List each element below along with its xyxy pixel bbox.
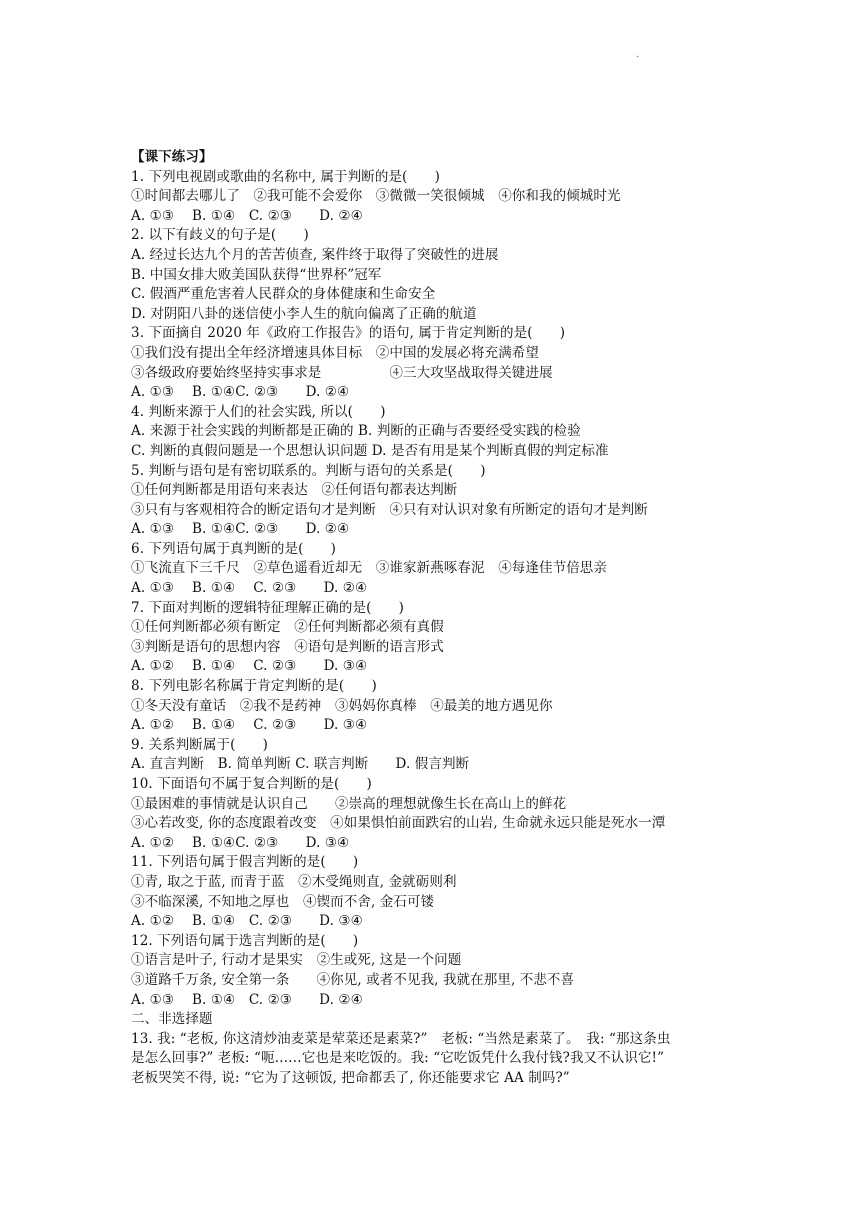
question-option-line: ①时间都去哪儿了 ②我可能不会爱你 ③微微一笑很倾城 ④你和我的倾城时光 [131, 188, 621, 205]
question-item [131, 853, 831, 931]
question-stem: 6. 下列语句属于真判断的是( ) [131, 540, 337, 557]
answer-choices: A. ①③ B. ①④ C. ②③ D. ②④ [131, 207, 363, 224]
question-option-line: A. 经过长达九个月的苦苦侦查, 案件终于取得了突破性的进展 [131, 246, 499, 263]
question-13-line: 老板哭笑不得, 说: “它为了这顿饭, 把命都丢了, 你还能要求它 AA 制吗?” [131, 1069, 570, 1086]
question-option-line: ①青, 取之于蓝, 而青于蓝 ②木受绳则直, 金就砺则利 [131, 873, 457, 890]
question-option-line: ③判断是语句的思想内容 ④语句是判断的语言形式 [131, 638, 444, 655]
answer-choices: A. ①③ B. ①④ C. ②③ D. ②④ [131, 580, 368, 597]
question-stem: 2. 以下有歧义的句子是( ) [131, 227, 309, 244]
question-list [131, 168, 831, 1011]
question-option-line: ③各级政府要始终坚持实事求是 ④三大攻坚战取得关键进展 [131, 364, 553, 381]
question-option-line: ①语言是叶子, 行动才是果实 ②生或死, 这是一个问题 [131, 952, 462, 969]
question-option-line: C. 判断的真假问题是一个思想认识问题 D. 是否有用是某个判断真假的判定标准 [131, 442, 609, 459]
question-option-line: ①任何判断都是用语句来表达 ②任何语句都表达判断 [131, 482, 458, 499]
question-stem: 3. 下面摘自 2020 年《政府工作报告》的语句, 属于肯定判断的是( ) [131, 325, 566, 342]
answer-choices: A. ①② B. ①④ C. ②③ D. ③④ [131, 658, 368, 675]
question-option-line: ③不临深溪, 不知地之厚也 ④锲而不舍, 金石可镂 [131, 893, 435, 910]
question-item [131, 677, 831, 736]
question-option-line: ①我们没有提出全年经济增速具体目标 ②中国的发展必将充满希望 [131, 344, 539, 361]
question-stem: 12. 下列语句属于选言判断的是( ) [131, 932, 359, 949]
answer-choices: A. ①③ B. ①④C. ②③ D. ②④ [131, 384, 350, 401]
question-item [131, 226, 831, 324]
answer-choices: A. ①③ B. ①④ C. ②③ D. ②④ [131, 991, 363, 1008]
question-option-line: ①最困难的事情就是认识自己 ②崇高的理想就像生长在高山上的鲜花 [131, 795, 567, 812]
question-option-line: ①飞流直下三千尺 ②草色遥看近却无 ③谁家新燕啄春泥 ④每逢佳节倍思亲 [131, 560, 607, 577]
question-item [131, 324, 831, 402]
section-title: 【课下练习】 [131, 149, 213, 165]
question-stem: 4. 判断来源于人们的社会实践, 所以( ) [131, 403, 386, 420]
question-option-line: D. 对阴阳八卦的迷信使小李人生的航向偏离了正确的航道 [131, 305, 477, 322]
question-stem: 9. 关系判断属于( ) [131, 736, 269, 753]
question-option-line: ①冬天没有童话 ②我不是药神 ③妈妈你真棒 ④最美的地方遇见你 [131, 697, 553, 714]
answer-choices: A. ①② B. ①④ C. ②③ D. ③④ [131, 717, 368, 734]
answer-choices: A. ①② B. ①④C. ②③ D. ③④ [131, 834, 350, 851]
question-option-line: C. 假酒严重危害着人民群众的身体健康和生命安全 [131, 286, 436, 303]
question-option-line: ③道路千万条, 安全第一条 ④你见, 或者不见我, 我就在那里, 不悲不喜 [131, 971, 575, 988]
question-option-line: A. 直言判断 B. 简单判断 C. 联言判断 D. 假言判断 [131, 756, 470, 773]
question-stem: 1. 下列电视剧或歌曲的名称中, 属于判断的是( ) [131, 168, 440, 185]
question-item [131, 775, 831, 853]
answer-choices: A. ①③ B. ①④C. ②③ D. ②④ [131, 521, 350, 538]
question-stem: 7. 下面对判断的逻辑特征理解正确的是( ) [131, 599, 405, 616]
question-13-line: 是怎么回事?” 老板: “呃……它也是来吃饭的。我: “它吃饭凭什么我付钱?我又不认识它!” [131, 1050, 665, 1067]
question-stem: 8. 下列电影名称属于肯定判断的是( ) [131, 678, 377, 695]
question-option-line: ③只有与客观相符合的断定语句才是判断 ④只有对认识对象有所断定的语句才是判断 [131, 501, 648, 518]
question-item [131, 462, 831, 540]
question-stem: 11. 下列语句属于假言判断的是( ) [131, 854, 359, 871]
part-two-title: 二、非选择题 [131, 1011, 213, 1028]
question-item [131, 736, 831, 775]
question-item [131, 540, 831, 599]
question-option-line: ③心若改变, 你的态度跟着改变 ④如果惧怕前面跌宕的山岩, 生命就永远只能是死水一潭 [131, 815, 666, 832]
question-stem: 5. 判断与语句是有密切联系的。判断与语句的关系是( ) [131, 462, 486, 479]
question-stem: 10. 下面语句不属于复合判断的是( ) [131, 776, 372, 792]
question-option-line: A. 来源于社会实践的判断都是正确的 B. 判断的正确与否要经受实践的检验 [131, 423, 581, 440]
answer-choices: A. ①② B. ①④ C. ②③ D. ③④ [131, 913, 363, 930]
question-item [131, 168, 831, 227]
page-mark: · [636, 52, 640, 63]
question-item [131, 599, 831, 677]
question-13 [131, 1030, 831, 1089]
question-item [131, 403, 831, 462]
exercise-content [131, 148, 831, 1089]
question-13-line: 13. 我: “老板, 你这清炒油麦菜是荤菜还是素菜?” 老板: “当然是素菜了。 我: “那这条虫 [131, 1030, 671, 1047]
question-option-line: ①任何判断都必须有断定 ②任何判断都必须有真假 [131, 619, 444, 636]
question-item [131, 932, 831, 1010]
question-option-line: B. 中国女排大败美国队获得“世界杯”冠军 [131, 266, 382, 283]
